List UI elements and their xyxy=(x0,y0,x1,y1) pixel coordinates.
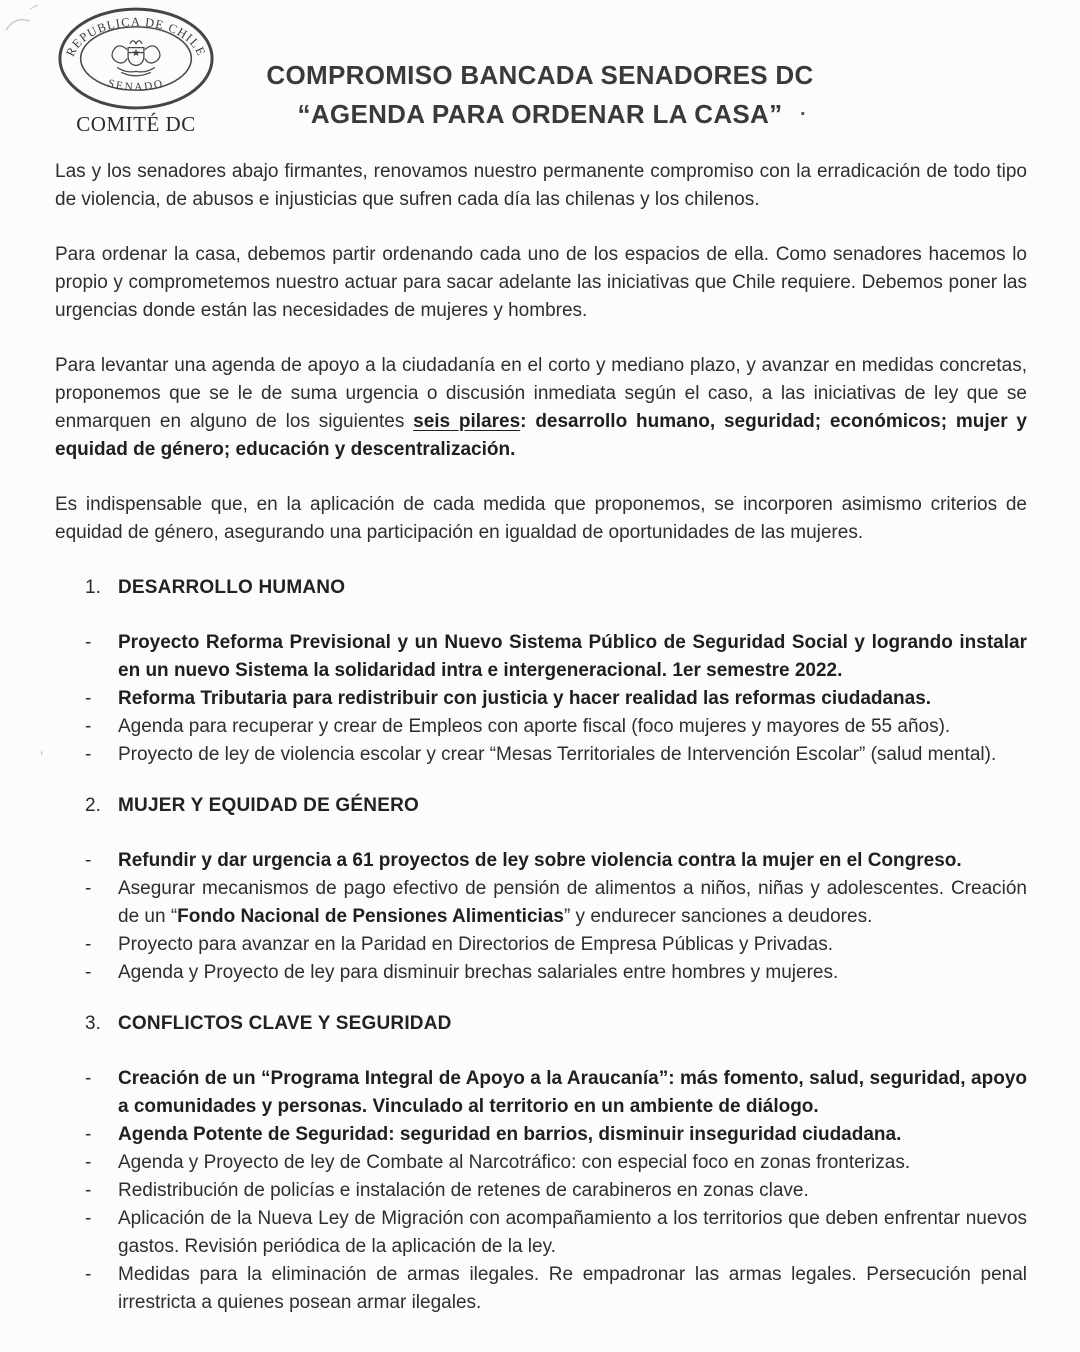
stray-pen-dot: . xyxy=(800,98,806,120)
bullet-dash: - xyxy=(85,934,92,955)
title-line-2: “AGENDA PARA ORDENAR LA CASA” xyxy=(297,99,783,129)
bullet-item xyxy=(85,1261,1027,1317)
section-desarrollo-humano xyxy=(55,574,1027,769)
bullet-text: Agenda y Proyecto de ley de Combate al Narcotráfico: con especial foco en zonas fronterizas. xyxy=(118,1152,911,1173)
section-heading xyxy=(55,1010,1027,1038)
section-title: CONFLICTOS CLAVE Y SEGURIDAD xyxy=(118,1013,452,1034)
paragraph-intro: Las y los senadores abajo firmantes, renovamos nuestro permanente compromiso con la erradicación de todo tipo de violencia, de abusos e injusticias que sufren cada día las chilenas y los chilenos. xyxy=(55,161,1027,210)
section-heading xyxy=(55,574,1027,602)
bullet-dash: - xyxy=(85,688,92,709)
bullet-dash: - xyxy=(85,1068,92,1089)
bullet-text: Reforma Tributaria para redistribuir con justicia y hacer realidad las reformas ciudadanas. xyxy=(118,688,932,709)
bullet-item xyxy=(85,1205,1027,1261)
bullet-text: Creación de un “Programa Integral de Apoyo a la Araucanía”: más fomento, salud, seguridad, apoyo a comunidades y personas. Vinculado al territorio en un ambiente de diálogo. xyxy=(118,1068,1027,1117)
bullet-list xyxy=(55,847,1027,987)
bullet-dash: - xyxy=(85,1264,92,1285)
bullet-dash: - xyxy=(85,1124,92,1145)
bullet-text: Proyecto Reforma Previsional y un Nuevo Sistema Público de Seguridad Social y logrando instalar en un nuevo Sistema la solidaridad intra e intergeneracional. 1er semestre 2022. xyxy=(118,632,1027,681)
paragraph-ordenar-casa: Para ordenar la casa, debemos partir ordenando cada uno de los espacios de ella. Como senadores hacemos lo propio y comprometemos nuestro actuar para sacar adelante las iniciativas que Chile requiere. Debemos poner las urgencias donde están las necesidades de mujeres y hombres. xyxy=(55,244,1027,321)
bullet-text: Agenda Potente de Seguridad: seguridad en barrios, disminuir inseguridad ciudadana. xyxy=(118,1124,902,1145)
bullet-item xyxy=(85,713,1027,741)
bullet-dash: - xyxy=(85,744,92,765)
bullet-text: Agenda para recuperar y crear de Empleos con aporte fiscal (foco mujeres y mayores de 55 años). xyxy=(118,716,951,737)
section-heading xyxy=(55,792,1027,820)
bullet-text: Agenda y Proyecto de ley para disminuir brechas salariales entre hombres y mujeres. xyxy=(118,962,839,983)
bullet-dash: - xyxy=(85,1180,92,1201)
bullet-dash: - xyxy=(85,1208,92,1229)
section-number: 1. xyxy=(85,577,101,598)
bullet-item xyxy=(85,629,1027,685)
section-title: MUJER Y EQUIDAD DE GÉNERO xyxy=(118,795,419,816)
bullet-item xyxy=(85,1177,1027,1205)
bullet-dash: - xyxy=(85,1152,92,1173)
bullet-text: Redistribución de policías e instalación de retenes de carabineros en zonas clave. xyxy=(118,1180,809,1201)
paragraph-equidad-genero: Es indispensable que, en la aplicación de cada medida que proponemos, se incorporen asimismo criterios de equidad de género, asegurando una participación en igualdad de oportunidades de las mujeres. xyxy=(55,494,1027,543)
bullet-item xyxy=(85,1121,1027,1149)
bullet-dash: - xyxy=(85,632,92,653)
bullet-list xyxy=(55,1065,1027,1317)
section-mujer-equidad xyxy=(55,792,1027,987)
bullet-item xyxy=(85,741,1027,769)
bullet-text: Aplicación de la Nueva Ley de Migración con acompañamiento a los territorios que deben enfrentar nuevos gastos. Revisión periódica de la aplicación de la ley. xyxy=(118,1208,1027,1257)
document-body xyxy=(55,158,1027,1317)
bullet-dash: - xyxy=(85,962,92,983)
bullet-item xyxy=(85,875,1027,931)
bullet-item xyxy=(85,685,1027,713)
section-title: DESARROLLO HUMANO xyxy=(118,577,346,598)
scan-speck: ’ xyxy=(40,748,44,764)
bullet-item xyxy=(85,847,1027,875)
section-conflictos-seguridad xyxy=(55,1010,1027,1317)
bullet-text: Asegurar mecanismos de pago efectivo de pensión de alimentos a niños, niñas y adolescentes. Creación de un “Fondo Nacional de Pensiones Alimenticias” y endurecer sanciones a deudores. xyxy=(118,878,1027,927)
bullet-item xyxy=(85,959,1027,987)
title-line-1: COMPROMISO BANCADA SENADORES DC xyxy=(266,60,814,90)
seal-bottom-text: SENADO xyxy=(106,77,166,94)
bullet-list xyxy=(55,629,1027,769)
section-number: 2. xyxy=(85,795,101,816)
committee-label: COMITÉ DC xyxy=(76,112,196,136)
section-number: 3. xyxy=(85,1013,101,1034)
bullet-item xyxy=(85,1149,1027,1177)
seal-top-text: REPUBLICA DE CHILE xyxy=(63,14,209,59)
bullet-item xyxy=(85,1065,1027,1121)
paragraph-seis-pilares: Para levantar una agenda de apoyo a la ciudadanía en el corto y mediano plazo, y avanzar en medidas concretas, proponemos que se le de suma urgencia o discusión inmediata según el caso, a las iniciativas de ley que se enmarquen en alguno de los siguientes seis pilares: desarrollo humano, seguridad; económicos; mujer y equidad de género; educación y descentralización. xyxy=(55,355,1027,460)
bullet-dash: - xyxy=(85,878,92,899)
bullet-dash: - xyxy=(85,850,92,871)
bullet-text: Medidas para la eliminación de armas ilegales. Re empadronar las armas legales. Persecución penal irrestricta a quienes posean armar ilegales. xyxy=(118,1264,1027,1313)
bullet-text: Proyecto para avanzar en la Paridad en Directorios de Empresa Públicas y Privadas. xyxy=(118,934,833,955)
bullet-dash: - xyxy=(85,716,92,737)
bullet-text: Proyecto de ley de violencia escolar y crear “Mesas Territoriales de Intervención Escolar” (salud mental). xyxy=(118,744,997,765)
bullet-item xyxy=(85,931,1027,959)
document-title xyxy=(0,56,1080,134)
bullet-text: Refundir y dar urgencia a 61 proyectos de ley sobre violencia contra la mujer en el Congreso. xyxy=(118,850,962,871)
